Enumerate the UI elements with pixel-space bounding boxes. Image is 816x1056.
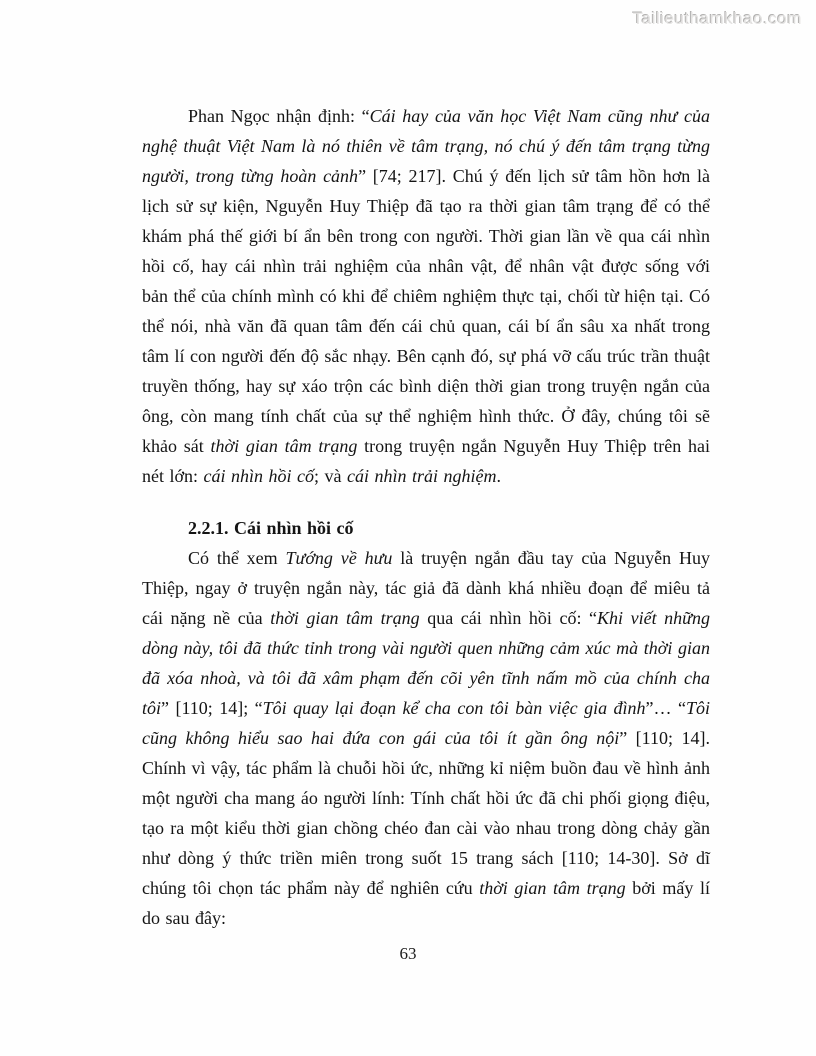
text-run: thời gian tâm trạng xyxy=(210,436,358,456)
text-run: Khi viết những dòng này, tôi đã thức tỉnh trong vài người quen những cảm xúc mà thời gian đã xóa nhoà, và tôi đã xâm phạm đến cõi yên tĩnh nấm mồ của chính cha tôi xyxy=(142,608,710,718)
text-run: qua cái nhìn hồi cố: “ xyxy=(419,608,598,628)
text-run: bởi mấy lí do sau đây: xyxy=(142,878,710,928)
text-run: thời gian tâm trạng xyxy=(270,608,420,628)
document-body xyxy=(142,101,710,933)
text-run: ; và xyxy=(314,466,347,486)
page-number: 63 xyxy=(399,944,417,963)
text-run: . xyxy=(496,466,501,486)
paragraph xyxy=(142,101,710,491)
text-run: Tôi quay lại đoạn kể cha con tôi bàn việc gia đình xyxy=(262,698,646,718)
text-run: cái nhìn trải nghiệm xyxy=(347,466,497,486)
text-run: Phan Ngọc nhận định: “ xyxy=(188,106,370,126)
text-run: cái nhìn hồi cố xyxy=(203,466,314,486)
text-run: Cái hay của văn học Việt Nam cũng như của nghệ thuật Việt Nam là nó thiên về tâm trạng, nó chú ý đến tâm trạng từng người, trong từng hoàn cảnh xyxy=(142,106,711,186)
text-run: ”… “ xyxy=(645,698,686,718)
watermark: Tailieuthamkhao.com xyxy=(632,9,802,28)
text-run: Có thể xem xyxy=(188,548,286,568)
text-run: trong truyện ngắn Nguyễn Huy Thiệp trên hai nét lớn: xyxy=(142,436,711,486)
paragraph xyxy=(142,543,710,933)
text-run: thời gian tâm trạng xyxy=(479,878,626,898)
text-run: ” [110; 14]. Chính vì vậy, tác phẩm là chuỗi hồi ức, những kỉ niệm buồn đau về hình ảnh một người cha mang áo người lính: Tính chất hồi ức đã chi phối giọng điệu, tạo ra một kiểu thời gian chồng chéo đan cài vào nhau trong dòng chảy gần như dòng ý thức triền miên trong suốt 15 trang sách [110; 14-30]. Sở dĩ chúng tôi chọn tác phẩm này để nghiên cứu xyxy=(142,728,711,898)
text-run: Tướng về hưu xyxy=(285,548,393,568)
text-run: Tôi cũng không hiểu sao hai đứa con gái của tôi ít gần ông nội xyxy=(142,698,710,748)
section-heading xyxy=(142,513,710,543)
text-run: ” [74; 217]. Chú ý đến lịch sử tâm hồn hơn là lịch sử sự kiện, Nguyễn Huy Thiệp đã tạo ra thời gian tâm trạng để có thể khám phá thế giới bí ẩn bên trong con người. Thời gian lần về qua cái nhìn hồi cố, hay cái nhìn trải nghiệm của nhân vật, để nhân vật được sống với bản thể của chính mình có khi để chiêm nghiệm thực tại, chối từ hiện tại. Có thể nói, nhà văn đã quan tâm đến cái chủ quan, cái bí ẩn sâu xa nhất trong tâm lí con người đến độ sắc nhạy. Bên cạnh đó, sự phá vỡ cấu trúc trần thuật truyền thống, hay sự xáo trộn các bình diện thời gian trong truyện ngắn của ông, còn mang tính chất của sự thể nghiệm hình thức. Ở đây, chúng tôi sẽ khảo sát xyxy=(142,166,710,456)
text-run: 2.2.1. Cái nhìn hồi cố xyxy=(188,518,354,538)
text-run: là truyện ngắn đầu tay của Nguyễn Huy Thiệp, ngay ở truyện ngắn này, tác giả đã dành khá nhiều đoạn để miêu tả cái nặng nề của xyxy=(142,548,710,628)
text-run: ” [110; 14]; “ xyxy=(161,698,263,718)
